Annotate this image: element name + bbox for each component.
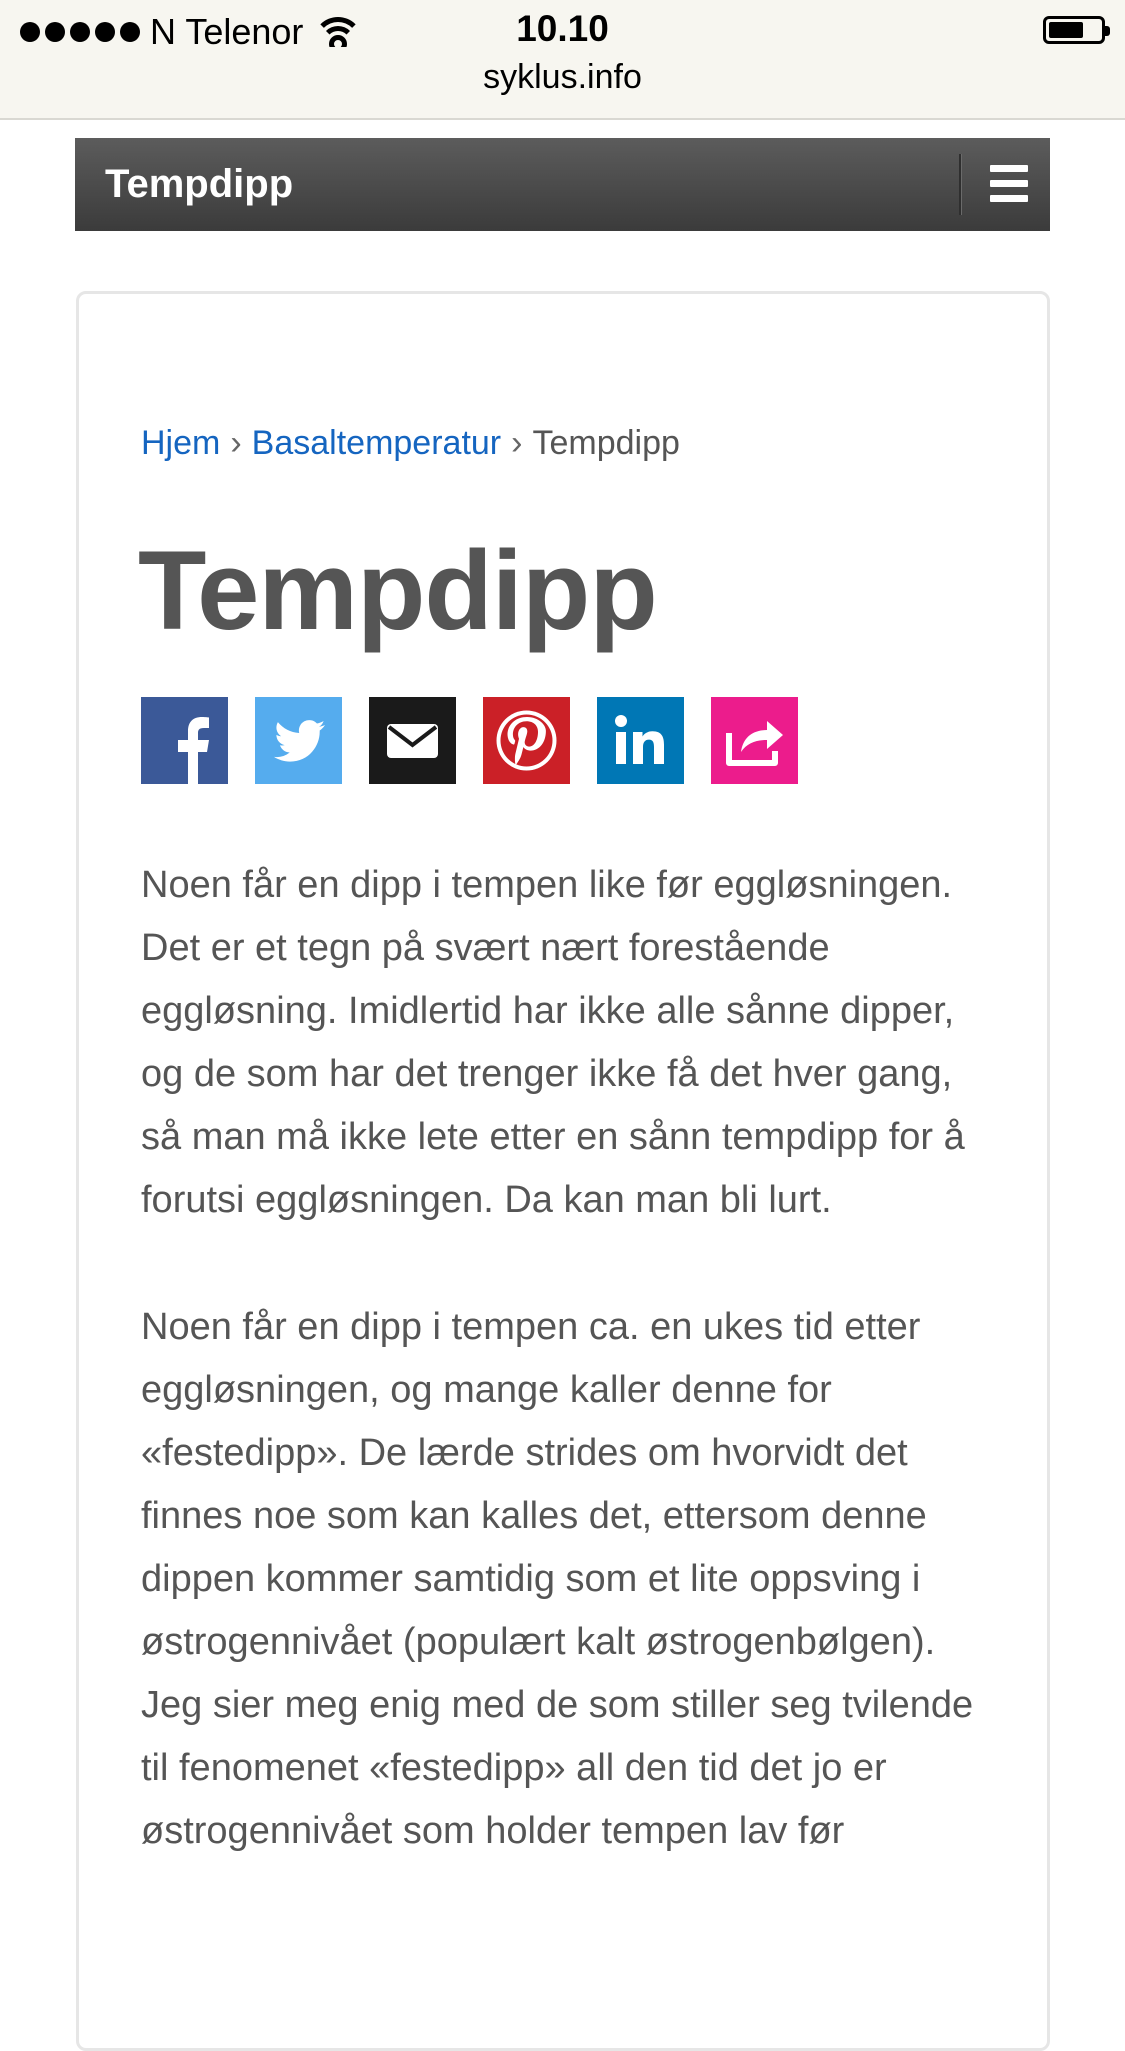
- breadcrumb-link-home[interactable]: Hjem: [141, 424, 221, 462]
- page-title: Tempdipp: [138, 528, 657, 653]
- pinterest-icon: [483, 697, 570, 784]
- address-bar[interactable]: syklus.info: [483, 58, 642, 96]
- breadcrumb-link-basaltemperatur[interactable]: Basaltemperatur: [251, 424, 502, 462]
- content-card: [76, 291, 1050, 2051]
- breadcrumb-separator: ›: [230, 424, 242, 462]
- site-title-link[interactable]: Tempdipp: [105, 162, 294, 206]
- header-divider: [959, 154, 962, 215]
- carrier-name: N Telenor: [150, 11, 304, 52]
- twitter-icon: [255, 697, 342, 784]
- article-body: [141, 854, 1001, 1927]
- pinterest-share-button[interactable]: [483, 697, 570, 784]
- battery-icon: [1043, 16, 1105, 44]
- facebook-icon: [141, 697, 228, 784]
- breadcrumb: [141, 424, 680, 463]
- hamburger-menu-icon[interactable]: [964, 138, 1050, 231]
- envelope-icon: [369, 697, 456, 784]
- email-share-button[interactable]: [369, 697, 456, 784]
- more-share-button[interactable]: [711, 697, 798, 784]
- linkedin-icon: [597, 697, 684, 784]
- facebook-share-button[interactable]: [141, 697, 228, 784]
- article-paragraph: Noen får en dipp i tempen ca. en ukes tid etter eggløsningen, og mange kaller denne for «festedipp». De lærde strides om hvorvidt det finnes noe som kan kalles det, ettersom denne dippen kommer samtidig som et lite oppsving i østrogennivået (populært kalt østrogenbølgen). Jeg sier meg enig med de som stiller seg tvilende til fenomenet «festedipp» all den tid det jo er østrogennivået som holder tempen lav før: [141, 1306, 974, 1852]
- breadcrumb-separator: ›: [511, 424, 523, 462]
- status-time: 10.10: [516, 8, 609, 49]
- site-header: [75, 138, 1050, 231]
- article-paragraph: Noen får en dipp i tempen like før eggløsningen. Det er et tegn på svært nært forestående eggløsning. Imidlertid har ikke alle sånne dipper, og de som har det trenger ikke få det hver gang, så man må ikke lete etter en sånn tempdipp for å forutsi eggløsningen. Da kan man bli lurt.: [141, 864, 965, 1221]
- share-arrow-icon: [711, 697, 798, 784]
- linkedin-share-button[interactable]: [597, 697, 684, 784]
- breadcrumb-current: Tempdipp: [532, 424, 680, 462]
- browser-chrome: [0, 0, 1125, 120]
- twitter-share-button[interactable]: [255, 697, 342, 784]
- share-buttons: [141, 697, 798, 784]
